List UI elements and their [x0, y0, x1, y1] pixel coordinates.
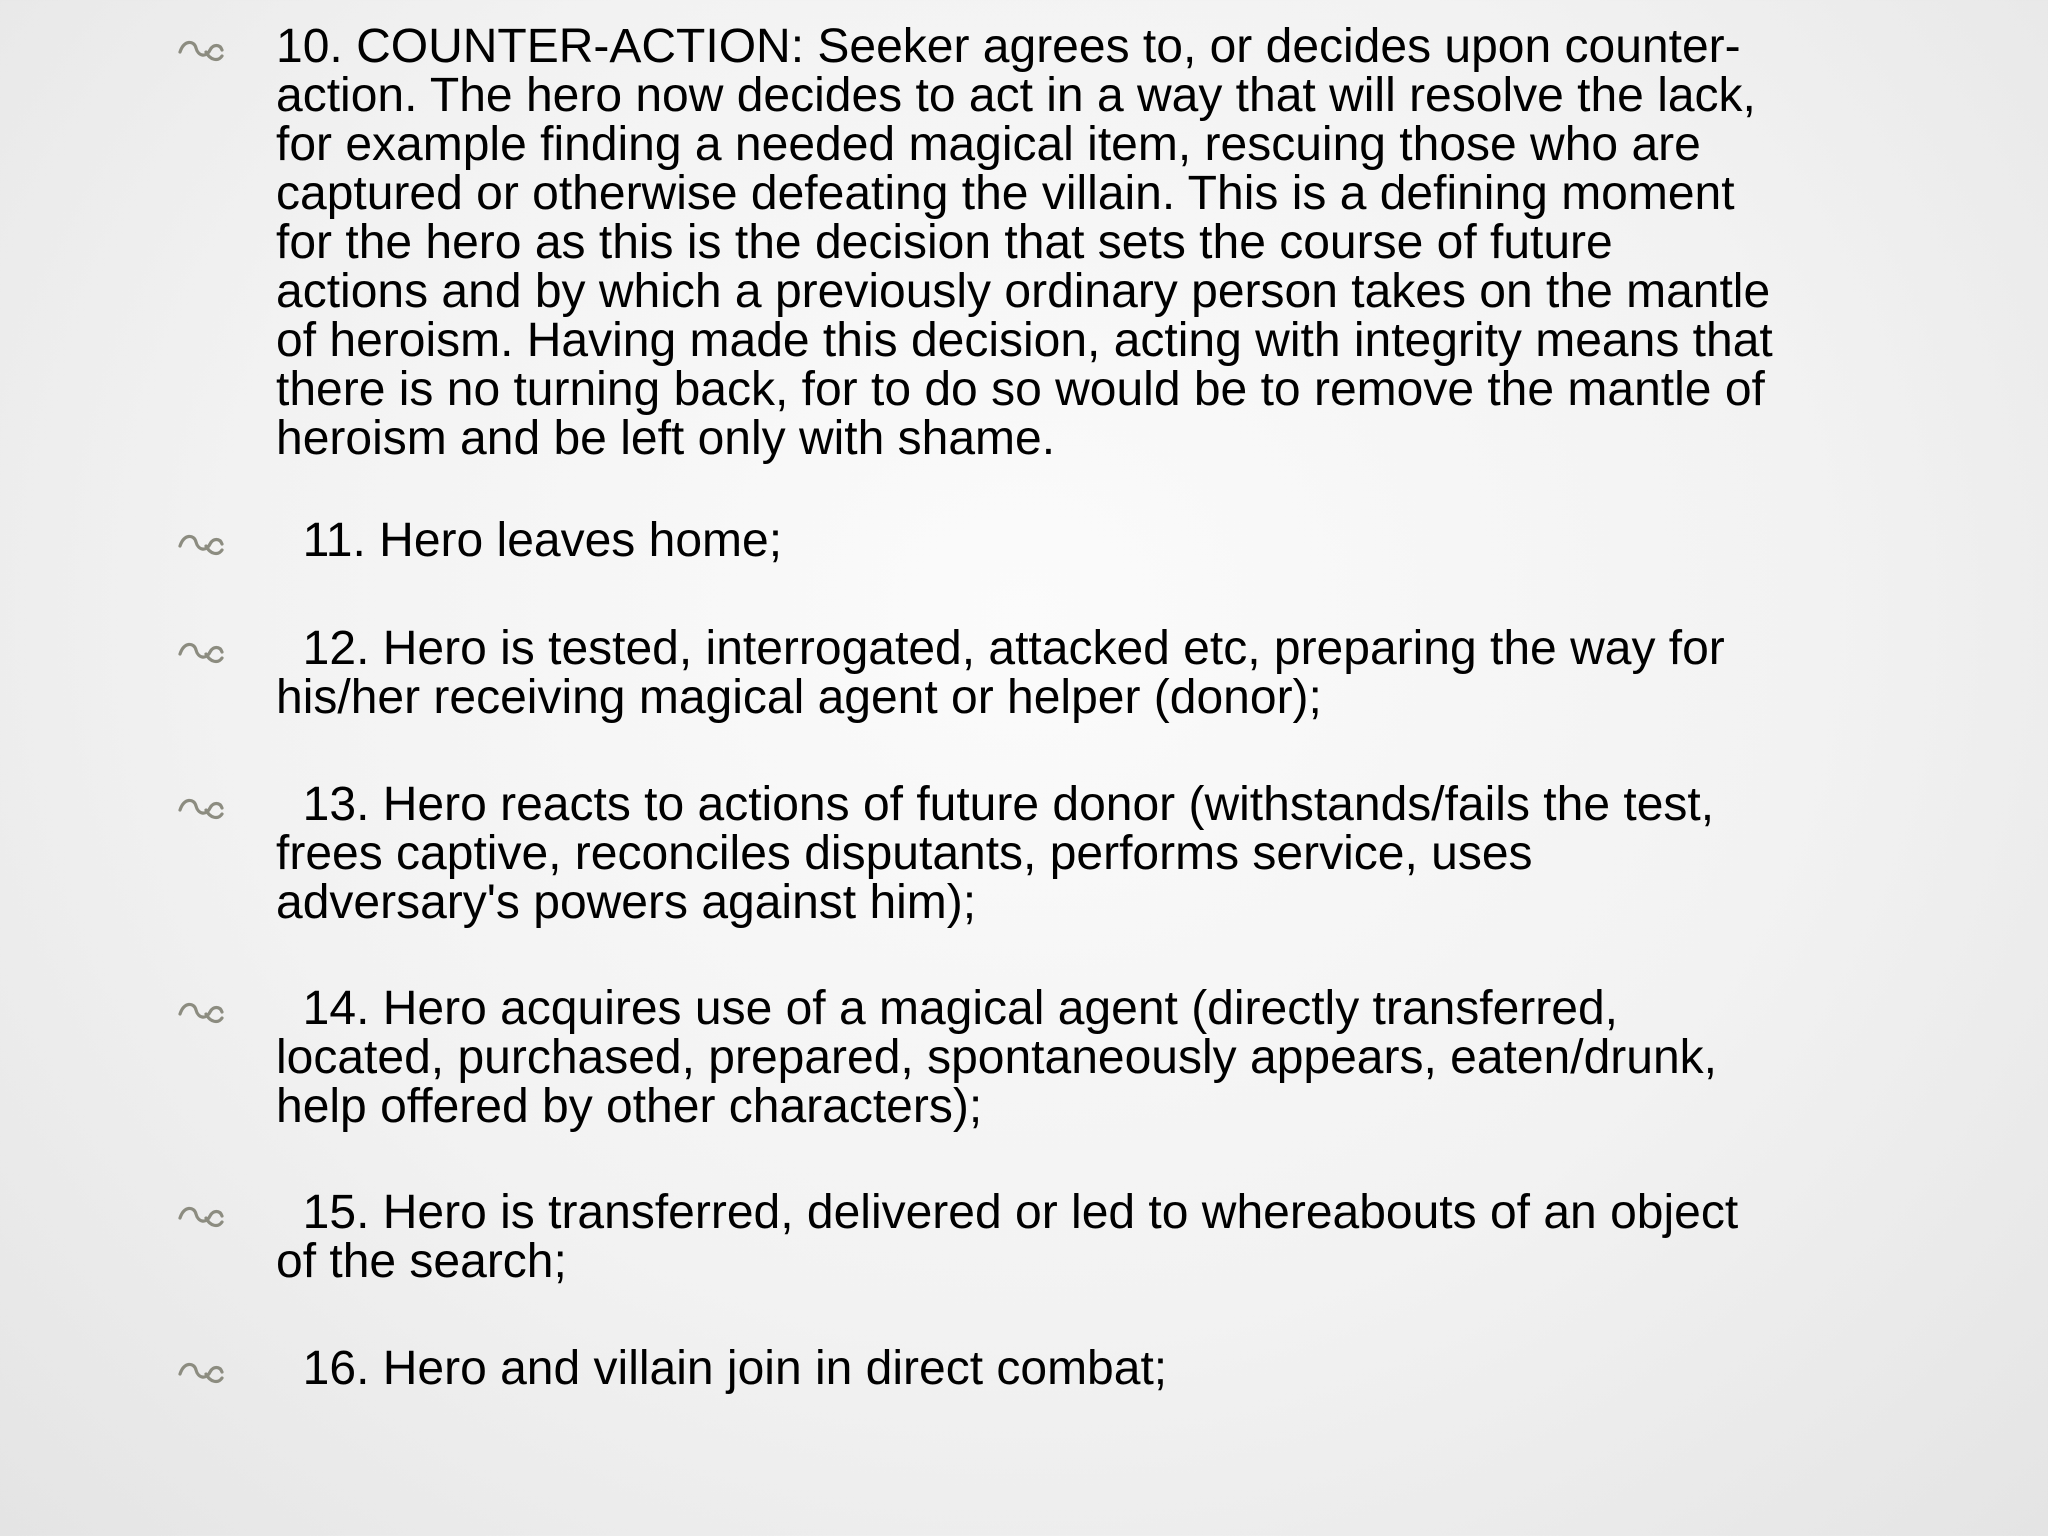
list-item-text: 15. Hero is transferred, delivered or led to whereabouts of an object of the search;: [276, 1186, 1739, 1288]
curly-wave-bullet-icon: [176, 792, 226, 826]
list-item-text: 11. Hero leaves home;: [276, 514, 783, 567]
curly-wave-bullet-icon: [176, 636, 226, 670]
curly-wave-bullet-icon: [176, 996, 226, 1030]
list-item-text: 12. Hero is tested, interrogated, attacked etc, preparing the way for his/her receiving magical agent or helper (donor);: [276, 622, 1725, 724]
curly-wave-bullet-icon: [176, 34, 226, 68]
list-item-text: 13. Hero reacts to actions of future donor (withstands/fails the test, frees captive, reconciles disputants, performs service, uses adversary's powers against him);: [276, 778, 1715, 929]
curly-wave-bullet-icon: [176, 528, 226, 562]
list-item-text: 16. Hero and villain join in direct combat;: [276, 1342, 1168, 1395]
list-item-text: 10. COUNTER-ACTION: Seeker agrees to, or decides upon counter- action. The hero now decides to act in a way that will resolve the lack, for example finding a needed magical item, rescuing those who are captured or otherwise defeating the villain. This is a defining moment for the hero as this is the decision that sets the course of future actions and by which a previously ordinary person takes on the mantle of heroism. Having made this decision, acting with integrity means that there is no turning back, for to do so would be to remove the mantle of heroism and be left only with shame.: [276, 20, 1773, 465]
curly-wave-bullet-icon: [176, 1356, 226, 1390]
list-item-text: 14. Hero acquires use of a magical agent (directly transferred, located, purchased, prepared, spontaneously appears, eaten/drunk, help offered by other characters);: [276, 982, 1717, 1133]
curly-wave-bullet-icon: [176, 1200, 226, 1234]
